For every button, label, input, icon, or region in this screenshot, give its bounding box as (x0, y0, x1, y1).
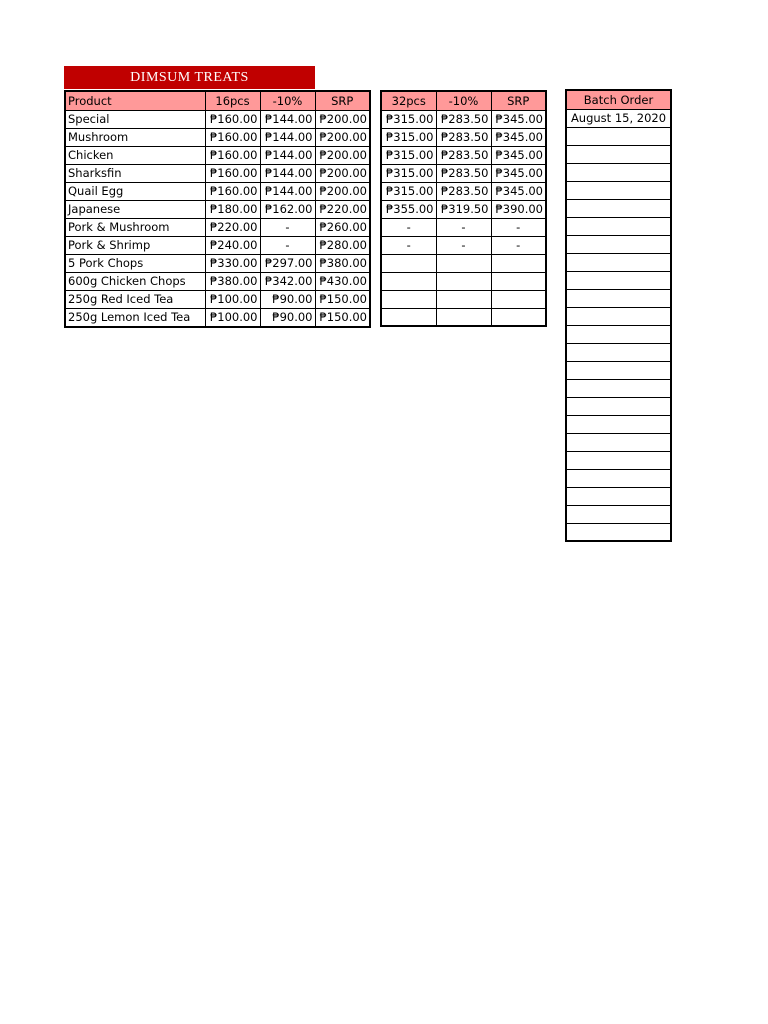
batch-empty-cell[interactable] (566, 145, 671, 163)
table-row (65, 308, 370, 327)
batch-empty-cell[interactable] (566, 415, 671, 433)
srp-16pcs-cell[interactable]: ₱200.00 (315, 146, 370, 164)
table-row (566, 523, 671, 541)
srp-16pcs-cell[interactable]: ₱200.00 (315, 164, 370, 182)
price-16pcs-cell[interactable]: ₱160.00 (205, 110, 260, 128)
srp-16pcs-cell[interactable]: ₱150.00 (315, 308, 370, 327)
table-row (566, 127, 671, 145)
srp-32pcs-cell[interactable] (491, 308, 546, 326)
product-name-cell[interactable]: 600g Chicken Chops (65, 272, 205, 290)
table-row (65, 218, 370, 236)
price-32pcs-cell[interactable]: ₱315.00 (381, 128, 436, 146)
header-row (65, 91, 370, 110)
product-name-cell[interactable]: Pork & Mushroom (65, 218, 205, 236)
product-name-cell[interactable]: Sharksfin (65, 164, 205, 182)
price-32pcs-cell[interactable]: ₱315.00 (381, 146, 436, 164)
price-32pcs-cell[interactable]: ₱315.00 (381, 182, 436, 200)
srp-16pcs-cell[interactable]: ₱260.00 (315, 218, 370, 236)
srp-32pcs-cell[interactable] (491, 272, 546, 290)
batch-empty-cell[interactable] (566, 235, 671, 253)
table-row (566, 145, 671, 163)
table-row (566, 343, 671, 361)
table-row (566, 433, 671, 451)
product-name-cell[interactable]: Chicken (65, 146, 205, 164)
table-row (566, 289, 671, 307)
table-row (566, 199, 671, 217)
discount-32pcs-cell[interactable]: - (436, 218, 491, 236)
product-name-cell[interactable]: 250g Lemon Iced Tea (65, 308, 205, 327)
batch-empty-cell[interactable] (566, 217, 671, 235)
table-row (381, 128, 546, 146)
header-srp-32[interactable]: SRP (491, 91, 546, 110)
price-16pcs-cell[interactable]: ₱160.00 (205, 164, 260, 182)
table-row (381, 290, 546, 308)
srp-32pcs-cell[interactable] (491, 254, 546, 272)
batch-empty-cell[interactable] (566, 289, 671, 307)
table-row (65, 272, 370, 290)
srp-16pcs-cell[interactable]: ₱220.00 (315, 200, 370, 218)
srp-16pcs-cell[interactable]: ₱200.00 (315, 182, 370, 200)
batch-empty-cell[interactable] (566, 253, 671, 271)
table-row (65, 164, 370, 182)
price-32pcs-cell[interactable] (381, 254, 436, 272)
discount-16pcs-cell[interactable]: ₱144.00 (260, 146, 315, 164)
batch-empty-cell[interactable] (566, 487, 671, 505)
table-row (566, 271, 671, 289)
table-row (566, 181, 671, 199)
table-row (65, 290, 370, 308)
header-32pcs[interactable]: 32pcs (381, 91, 436, 110)
table-row (566, 307, 671, 325)
table-row (381, 182, 546, 200)
price-16pcs-cell[interactable]: ₱100.00 (205, 308, 260, 327)
price-16pcs-cell[interactable]: ₱180.00 (205, 200, 260, 218)
table-row (566, 163, 671, 181)
table-row (381, 164, 546, 182)
price-32pcs-cell[interactable]: ₱315.00 (381, 110, 436, 128)
batch-empty-cell[interactable] (566, 379, 671, 397)
table-row (566, 325, 671, 343)
srp-16pcs-cell[interactable]: ₱380.00 (315, 254, 370, 272)
batch-empty-cell[interactable] (566, 397, 671, 415)
discount-16pcs-cell[interactable]: ₱144.00 (260, 110, 315, 128)
price-32pcs-cell[interactable] (381, 272, 436, 290)
table-row (65, 182, 370, 200)
batch-empty-cell[interactable] (566, 433, 671, 451)
batch-empty-cell[interactable] (566, 127, 671, 145)
discount-32pcs-cell[interactable]: ₱319.50 (436, 200, 491, 218)
batch-empty-cell[interactable] (566, 271, 671, 289)
batch-empty-cell[interactable] (566, 181, 671, 199)
batch-empty-cell[interactable] (566, 505, 671, 523)
table-row (381, 110, 546, 128)
product-name-cell[interactable]: Pork & Shrimp (65, 236, 205, 254)
discount-32pcs-cell[interactable]: ₱283.50 (436, 146, 491, 164)
discount-32pcs-cell[interactable] (436, 290, 491, 308)
batch-empty-cell[interactable] (566, 523, 671, 541)
batch-empty-cell[interactable] (566, 469, 671, 487)
srp-32pcs-cell[interactable]: ₱345.00 (491, 164, 546, 182)
price-16pcs-cell[interactable]: ₱160.00 (205, 128, 260, 146)
product-name-cell[interactable]: 5 Pork Chops (65, 254, 205, 272)
table-row (381, 218, 546, 236)
srp-16pcs-cell[interactable]: ₱200.00 (315, 128, 370, 146)
batch-order-table (565, 89, 672, 542)
table-row (566, 217, 671, 235)
table-row (566, 505, 671, 523)
price-32pcs-table (380, 90, 547, 327)
price-16pcs-cell[interactable]: ₱240.00 (205, 236, 260, 254)
batch-date-cell[interactable]: August 15, 2020 (566, 109, 671, 127)
price-16pcs-cell[interactable]: ₱100.00 (205, 290, 260, 308)
srp-32pcs-cell[interactable] (491, 290, 546, 308)
table-row (566, 469, 671, 487)
product-name-cell[interactable]: Special (65, 110, 205, 128)
table-row (381, 308, 546, 326)
discount-16pcs-cell[interactable]: ₱144.00 (260, 128, 315, 146)
srp-32pcs-cell[interactable]: ₱345.00 (491, 146, 546, 164)
header-discount-16[interactable]: -10% (260, 91, 315, 110)
table-row (566, 253, 671, 271)
srp-32pcs-cell[interactable]: ₱345.00 (491, 110, 546, 128)
table-row (65, 254, 370, 272)
price-16pcs-cell[interactable]: ₱160.00 (205, 182, 260, 200)
price-16pcs-cell[interactable]: ₱160.00 (205, 146, 260, 164)
srp-32pcs-cell[interactable]: ₱345.00 (491, 128, 546, 146)
srp-16pcs-cell[interactable]: ₱280.00 (315, 236, 370, 254)
table-row (566, 397, 671, 415)
discount-32pcs-cell[interactable]: - (436, 236, 491, 254)
price-32pcs-cell[interactable]: ₱315.00 (381, 164, 436, 182)
srp-16pcs-cell[interactable]: ₱200.00 (315, 110, 370, 128)
price-16pcs-cell[interactable]: ₱220.00 (205, 218, 260, 236)
discount-16pcs-cell[interactable]: - (260, 218, 315, 236)
table-row (566, 109, 671, 127)
table-row (566, 415, 671, 433)
price-32pcs-cell[interactable]: - (381, 236, 436, 254)
product-name-cell[interactable]: Quail Egg (65, 182, 205, 200)
price-32pcs-cell[interactable] (381, 290, 436, 308)
product-name-cell[interactable]: 250g Red Iced Tea (65, 290, 205, 308)
srp-32pcs-cell[interactable]: - (491, 218, 546, 236)
header-discount-32[interactable]: -10% (436, 91, 491, 110)
discount-16pcs-cell[interactable]: ₱90.00 (260, 290, 315, 308)
table-row (381, 200, 546, 218)
srp-32pcs-cell[interactable]: ₱390.00 (491, 200, 546, 218)
table-row (65, 236, 370, 254)
discount-32pcs-cell[interactable] (436, 308, 491, 326)
discount-32pcs-cell[interactable]: ₱283.50 (436, 128, 491, 146)
table-row (65, 110, 370, 128)
header-16pcs[interactable]: 16pcs (205, 91, 260, 110)
table-row (65, 200, 370, 218)
price-32pcs-cell[interactable]: ₱355.00 (381, 200, 436, 218)
srp-32pcs-cell[interactable]: - (491, 236, 546, 254)
table-row (381, 254, 546, 272)
sheet-title: DIMSUM TREATS (64, 66, 315, 89)
batch-empty-cell[interactable] (566, 361, 671, 379)
header-srp-16[interactable]: SRP (315, 91, 370, 110)
discount-16pcs-cell[interactable]: - (260, 236, 315, 254)
discount-32pcs-cell[interactable]: ₱283.50 (436, 164, 491, 182)
srp-16pcs-cell[interactable]: ₱430.00 (315, 272, 370, 290)
table-row (381, 146, 546, 164)
discount-32pcs-cell[interactable]: ₱283.50 (436, 110, 491, 128)
header-batch-order[interactable]: Batch Order (566, 90, 671, 109)
batch-empty-cell[interactable] (566, 325, 671, 343)
discount-16pcs-cell[interactable]: ₱162.00 (260, 200, 315, 218)
table-row (566, 379, 671, 397)
discount-16pcs-cell[interactable]: ₱144.00 (260, 182, 315, 200)
table-row (65, 146, 370, 164)
batch-empty-cell[interactable] (566, 163, 671, 181)
price-32pcs-cell[interactable] (381, 308, 436, 326)
table-row (381, 236, 546, 254)
batch-empty-cell[interactable] (566, 343, 671, 361)
discount-16pcs-cell[interactable]: ₱144.00 (260, 164, 315, 182)
batch-empty-cell[interactable] (566, 199, 671, 217)
price-16pcs-cell[interactable]: ₱330.00 (205, 254, 260, 272)
discount-16pcs-cell[interactable]: ₱297.00 (260, 254, 315, 272)
discount-32pcs-cell[interactable]: ₱283.50 (436, 182, 491, 200)
product-price-table (64, 90, 371, 328)
table-row (566, 361, 671, 379)
price-16pcs-cell[interactable]: ₱380.00 (205, 272, 260, 290)
price-32pcs-cell[interactable]: - (381, 218, 436, 236)
srp-32pcs-cell[interactable]: ₱345.00 (491, 182, 546, 200)
table-row (65, 128, 370, 146)
table-row (381, 272, 546, 290)
product-name-cell[interactable]: Japanese (65, 200, 205, 218)
table-row (566, 487, 671, 505)
table-row (566, 451, 671, 469)
discount-32pcs-cell[interactable] (436, 272, 491, 290)
srp-16pcs-cell[interactable]: ₱150.00 (315, 290, 370, 308)
header-row (566, 90, 671, 109)
discount-32pcs-cell[interactable] (436, 254, 491, 272)
table-row (566, 235, 671, 253)
header-product[interactable]: Product (65, 91, 205, 110)
batch-empty-cell[interactable] (566, 451, 671, 469)
batch-empty-cell[interactable] (566, 307, 671, 325)
product-name-cell[interactable]: Mushroom (65, 128, 205, 146)
discount-16pcs-cell[interactable]: ₱342.00 (260, 272, 315, 290)
discount-16pcs-cell[interactable]: ₱90.00 (260, 308, 315, 327)
header-row (381, 91, 546, 110)
